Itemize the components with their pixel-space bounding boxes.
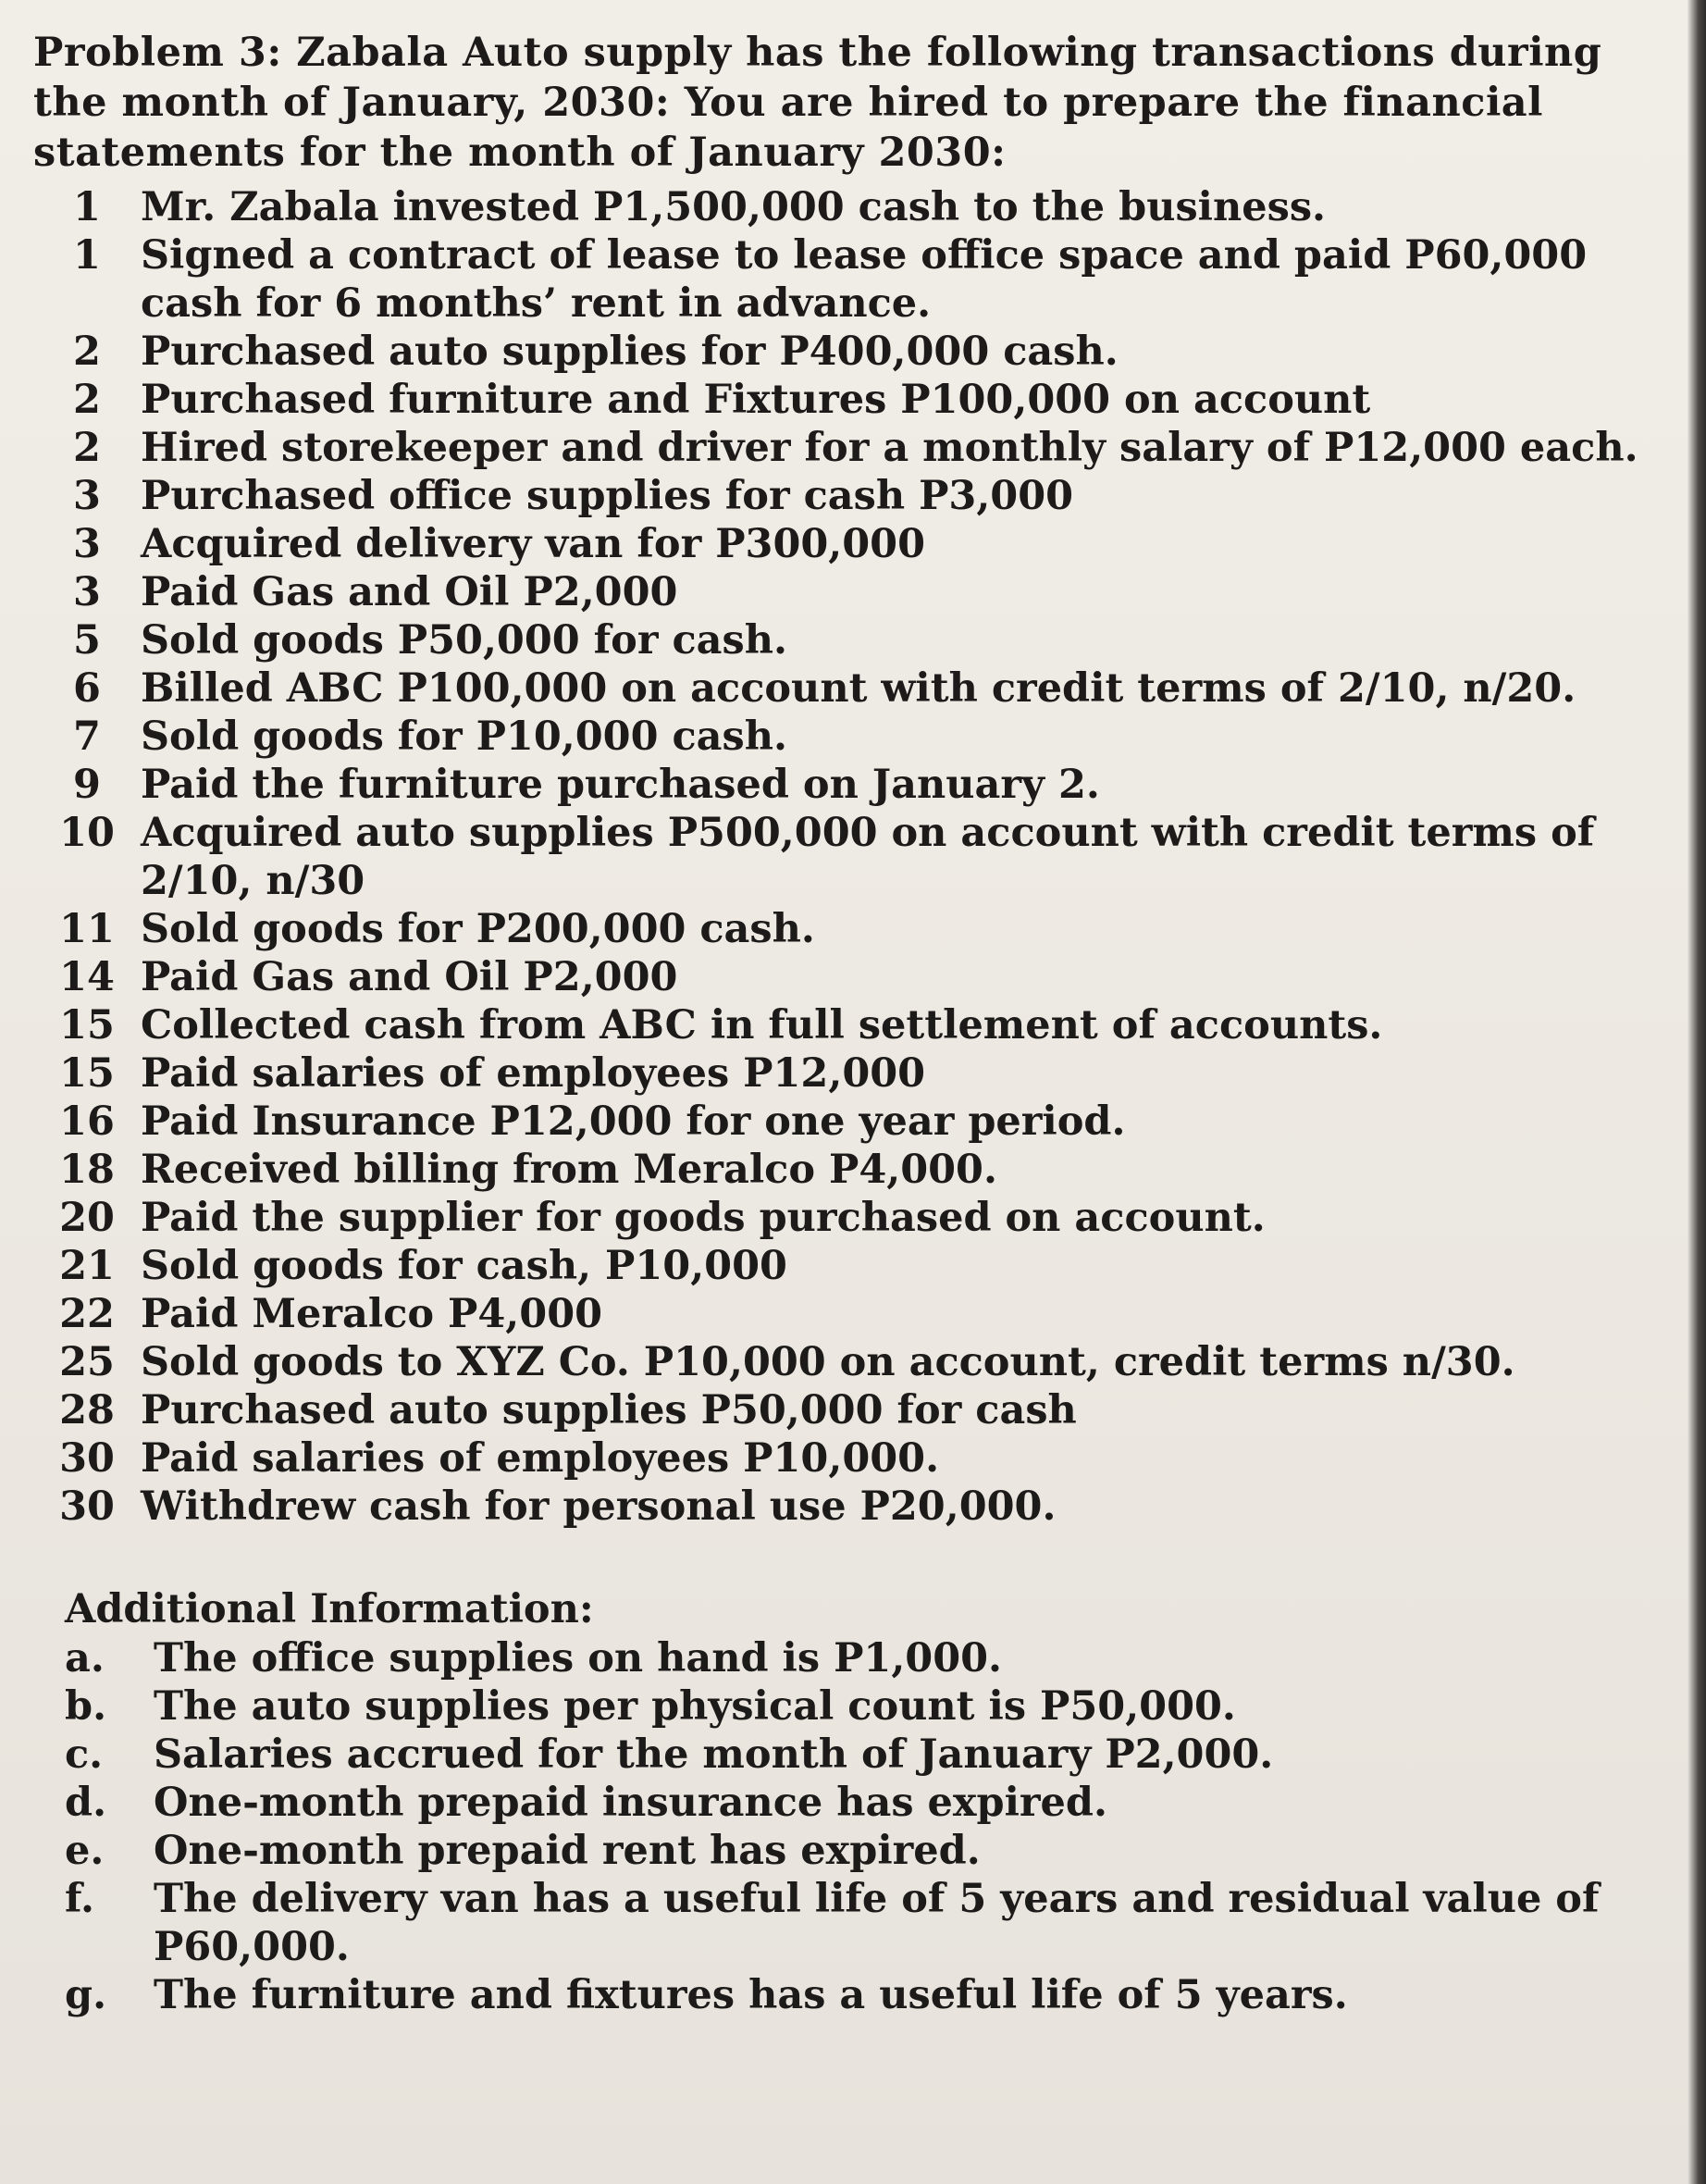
transaction-row [33,424,1671,472]
transaction-description: Paid Meralco P4,000 [141,1291,603,1337]
transaction-day: 1 [73,184,101,230]
transaction-day: 20 [59,1195,115,1241]
transaction-day: 30 [59,1435,115,1482]
transaction-description: Paid Insurance P12,000 for one year period. [141,1098,1126,1145]
transaction-description: Withdrew cash for personal use P20,000. [141,1483,1057,1530]
transaction-description: Purchased furniture and Fixtures P100,000 on account [141,377,1371,423]
transaction-day: 15 [59,1050,115,1097]
transaction-day: 9 [73,762,101,808]
transaction-description: Purchased auto supplies for P400,000 cash. [141,329,1119,375]
transaction-row [33,1098,1671,1146]
transaction-day: 3 [73,473,101,519]
transaction-description: Purchased office supplies for cash P3,000 [141,473,1074,519]
additional-item [33,1827,1671,1875]
transaction-row [33,568,1671,616]
additional-item-letter: f. [65,1876,94,1922]
additional-item-text: Salaries accrued for the month of January P2,000. [154,1731,1274,1778]
additional-title: Additional Information: [65,1586,594,1632]
transaction-day: 5 [73,617,101,664]
transaction-description: Sold goods for P10,000 cash. [141,714,787,760]
transaction-day: 28 [59,1387,115,1433]
transaction-row [33,376,1671,424]
transaction-description: Sold goods P50,000 for cash. [141,617,787,664]
additional-item-letter: g. [65,1972,107,2018]
additional-item [33,1971,1671,2019]
transaction-day: 2 [73,377,101,423]
additional-list [33,1634,1671,2019]
transaction-day: 25 [59,1339,115,1385]
transaction-day: 2 [73,425,101,471]
transaction-description: Paid salaries of employees P10,000. [141,1435,940,1482]
transaction-row [33,953,1671,1001]
transaction-day: 21 [59,1243,115,1289]
transaction-description: Mr. Zabala invested P1,500,000 cash to the business. [141,184,1327,230]
problem-label: Problem 3: [33,30,282,76]
transaction-row [33,809,1671,905]
transaction-row [33,520,1671,568]
transaction-row [33,1001,1671,1049]
transaction-row [33,231,1671,328]
transaction-row [33,472,1671,520]
transaction-description: Paid Gas and Oil P2,000 [141,954,678,1000]
transaction-description: Sold goods for cash, P10,000 [141,1243,787,1289]
additional-item-text: One-month prepaid rent has expired. [154,1828,981,1874]
additional-item [33,1634,1671,1682]
additional-item [33,1682,1671,1731]
transaction-row [33,1290,1671,1338]
transaction-description: Collected cash from ABC in full settlement of accounts. [141,1002,1383,1049]
transaction-row [33,1049,1671,1098]
transaction-row [33,616,1671,664]
transaction-row [33,1242,1671,1290]
problem-statement [33,28,1671,178]
transaction-row [33,1146,1671,1194]
problem-content [33,28,1671,2019]
transaction-day: 6 [73,665,101,712]
transaction-row [33,761,1671,809]
additional-item-text: One-month prepaid insurance has expired. [154,1780,1107,1826]
additional-item-text: The furniture and fixtures has a useful life of 5 years. [154,1972,1348,2018]
additional-item-text: The office supplies on hand is P1,000. [154,1635,1003,1681]
transaction-description: Acquired delivery van for P300,000 [141,521,926,567]
additional-item [33,1731,1671,1779]
transaction-day: 30 [59,1483,115,1530]
transaction-day: 2 [73,329,101,375]
transaction-row [33,664,1671,713]
transaction-description: Sold goods to XYZ Co. P10,000 on account, credit terms n/30. [141,1339,1515,1385]
transaction-row [33,183,1671,231]
transaction-day: 3 [73,569,101,615]
transaction-day: 11 [59,906,115,952]
transaction-row [33,1386,1671,1434]
transaction-row [33,1483,1671,1531]
transaction-day: 18 [59,1147,115,1193]
transaction-day: 15 [59,1002,115,1049]
transaction-day: 10 [59,810,115,856]
additional-item-letter: b. [65,1683,107,1730]
transaction-description: Paid Gas and Oil P2,000 [141,569,678,615]
transaction-description: Billed ABC P100,000 on account with credit terms of 2/10, n/20. [141,665,1576,712]
transaction-day: 3 [73,521,101,567]
transaction-list [33,183,1671,1531]
additional-item-letter: a. [65,1635,105,1681]
transaction-description: Paid the furniture purchased on January 2. [141,762,1100,808]
transaction-row [33,328,1671,376]
transaction-description: Received billing from Meralco P4,000. [141,1147,997,1193]
transaction-day: 16 [59,1098,115,1145]
additional-item-text: The auto supplies per physical count is P50,000. [154,1683,1236,1730]
transaction-row [33,905,1671,953]
transaction-row [33,1338,1671,1386]
transaction-description: Paid salaries of employees P12,000 [141,1050,926,1097]
transaction-row [33,1194,1671,1242]
additional-item-letter: d. [65,1780,107,1826]
additional-item [33,1875,1671,1971]
additional-item-letter: c. [65,1731,104,1778]
transaction-day: 14 [59,954,115,1000]
transaction-description: Purchased auto supplies P50,000 for cash [141,1387,1077,1433]
additional-item-text: The delivery van has a useful life of 5 years and residual value of P60,000. [154,1876,1600,1970]
transaction-day: 22 [59,1291,115,1337]
transaction-description: Acquired auto supplies P500,000 on account with credit terms of 2/10, n/30 [141,810,1595,904]
transaction-description: Signed a contract of lease to lease office space and paid P60,000 cash for 6 months’ rent in advance. [141,232,1588,327]
additional-item [33,1779,1671,1827]
problem-text: Zabala Auto supply has the following transactions during the month of January, 2030: You are hired to prepare the financial statements for the month of January 2030: [33,30,1602,176]
transaction-day: 7 [73,714,101,760]
additional-item-letter: e. [65,1828,105,1874]
transaction-day: 1 [73,232,101,279]
additional-information [33,1584,1671,2019]
transaction-description: Sold goods for P200,000 cash. [141,906,815,952]
transaction-description: Paid the supplier for goods purchased on account. [141,1195,1266,1241]
transaction-row [33,1434,1671,1483]
transaction-row [33,713,1671,761]
transaction-description: Hired storekeeper and driver for a monthly salary of P12,000 each. [141,425,1638,471]
page-edge-shadow [1687,0,1706,2184]
